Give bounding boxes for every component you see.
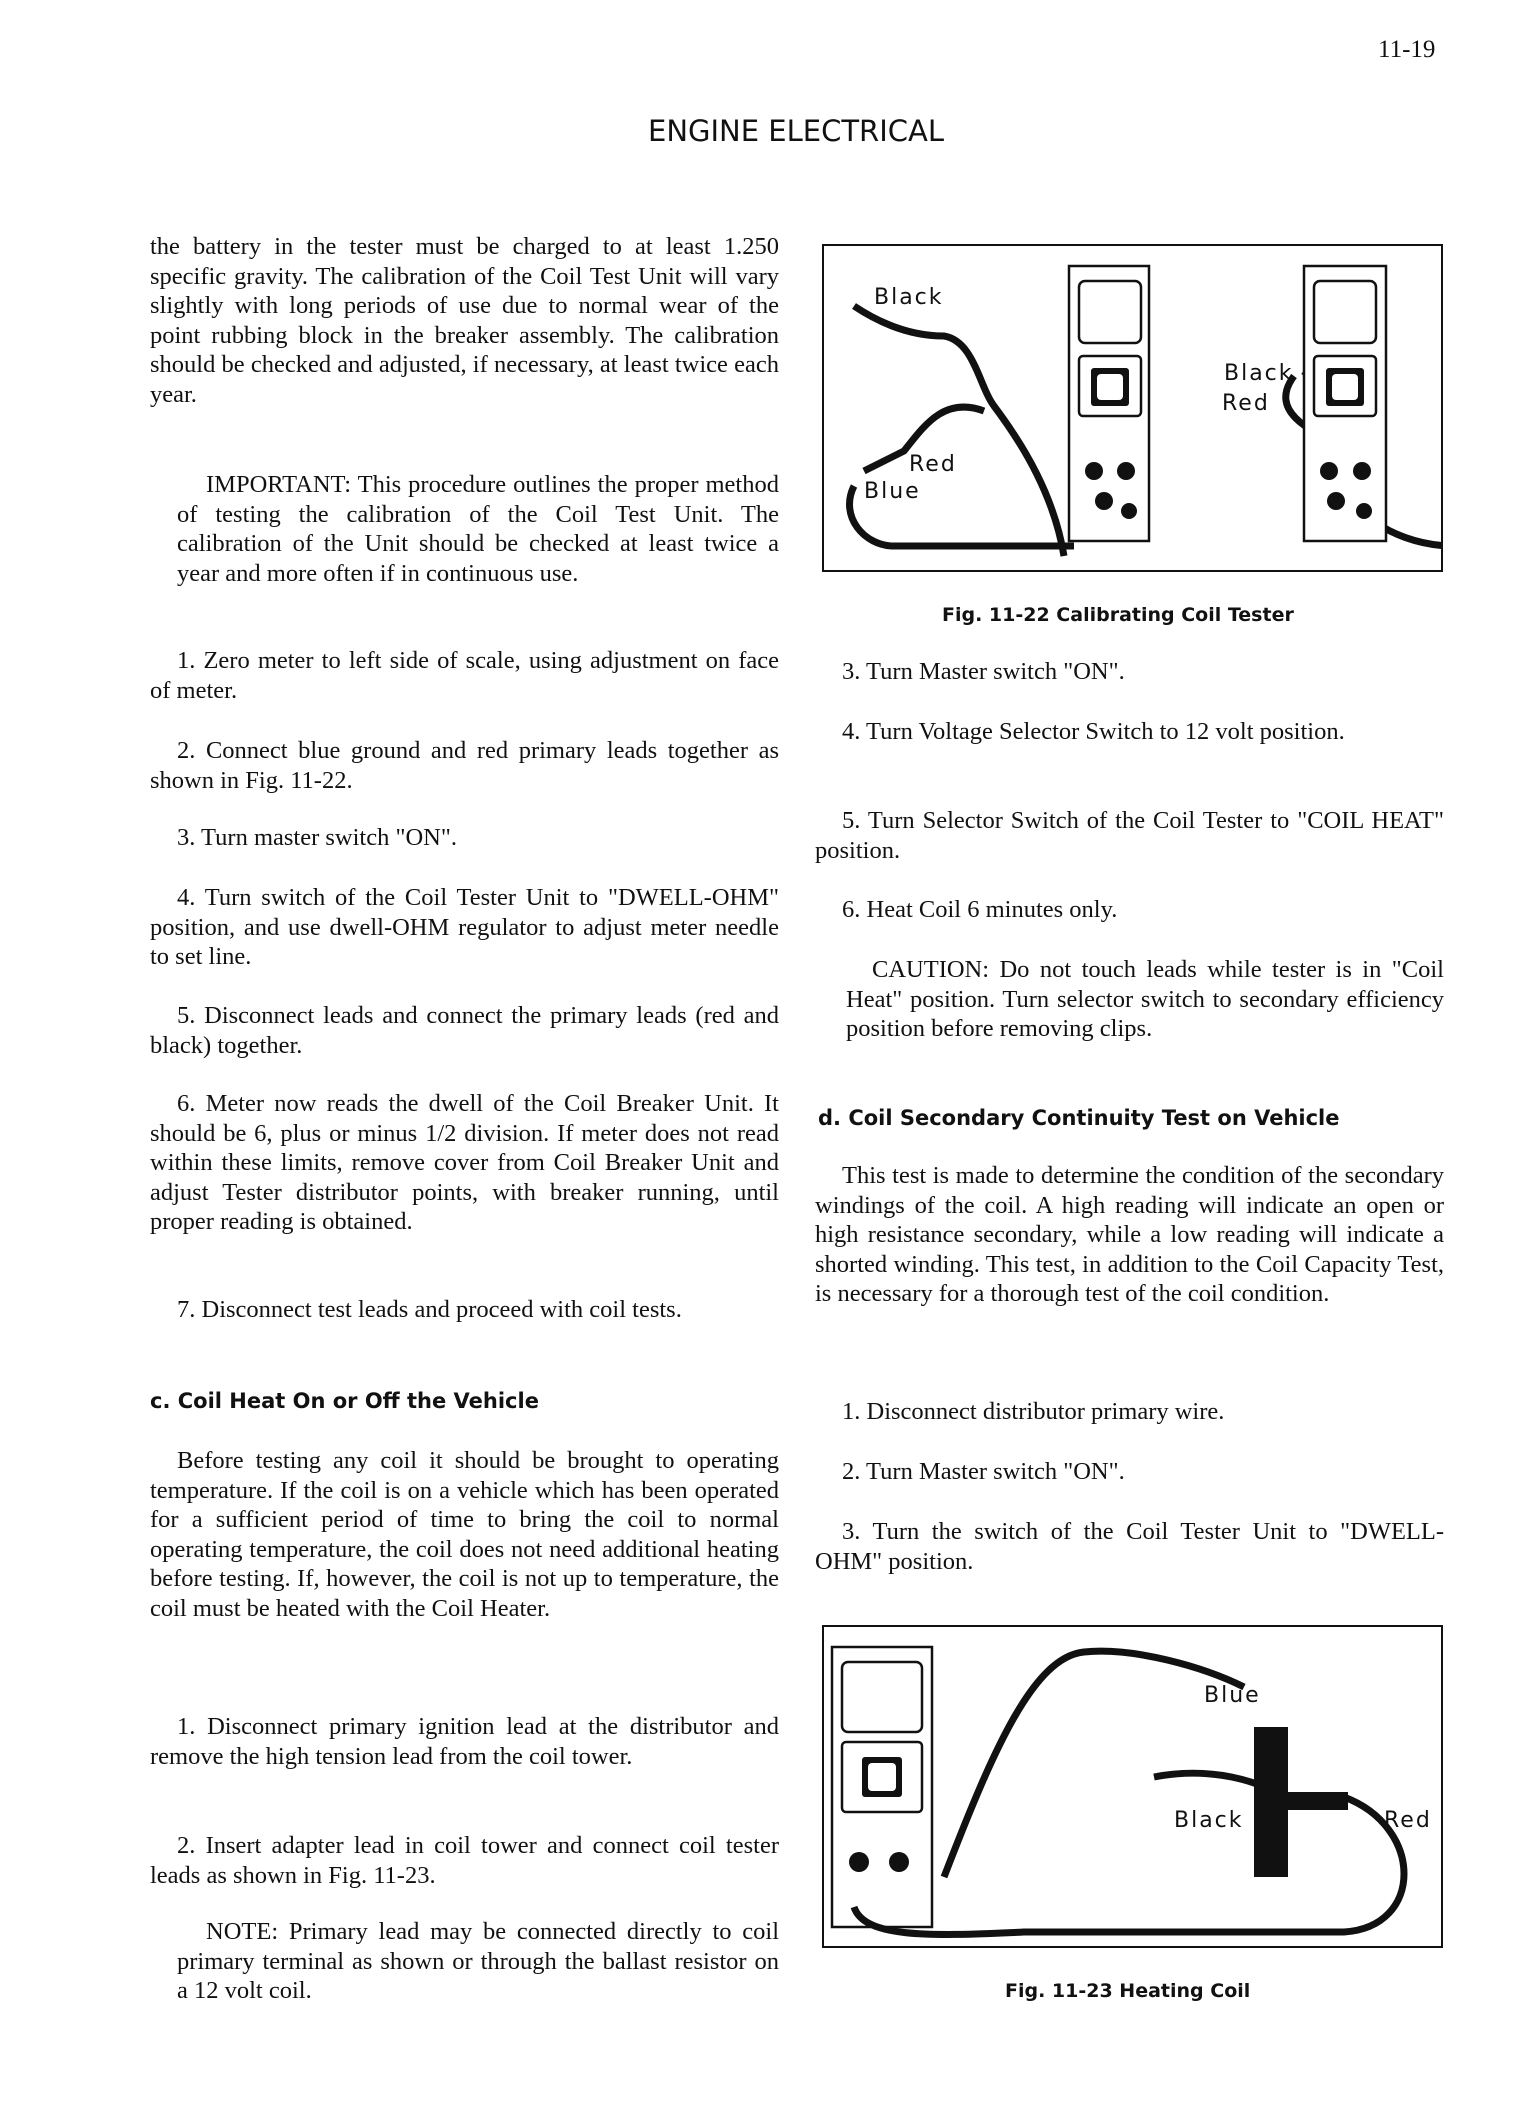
section-c-step-2: 2. Insert adapter lead in coil tower and connect coil tester leads as shown in Fig. 11-23. bbox=[150, 1832, 779, 1889]
section-d-step-2: 2. Turn Master switch "ON". bbox=[842, 1458, 1125, 1485]
step-4: 4. Turn switch of the Coil Tester Unit to "DWELL-OHM" position, and use dwell-OHM regulator to adjust meter needle to set line. bbox=[150, 884, 779, 971]
label-red: Red bbox=[1384, 1808, 1432, 1833]
section-d-intro: This test is made to determine the condition of the secondary windings of the coil. A high reading will indicate an open or high resistance secondary, while a low reading will indicate a shorted winding. This test, in addition to the Coil Capacity Test, is necessary for a thorough test of the coil condition. bbox=[815, 1162, 1444, 1308]
section-d-step-1: 1. Disconnect distributor primary wire. bbox=[842, 1398, 1225, 1425]
step-1: 1. Zero meter to left side of scale, using adjustment on face of meter. bbox=[150, 647, 779, 704]
important-note: IMPORTANT: This procedure outlines the proper method of testing the calibration of the Coil Test Unit. The calibration of the Unit should be checked at least twice a year and more often if in continuous use. bbox=[177, 471, 779, 587]
step-2: 2. Connect blue ground and red primary leads together as shown in Fig. 11-22. bbox=[150, 737, 779, 794]
label-blue: Blue bbox=[1204, 1683, 1261, 1708]
label-red-2: Red bbox=[1222, 391, 1270, 416]
step-5: 5. Disconnect leads and connect the primary leads (red and black) together. bbox=[150, 1002, 779, 1059]
step-6: 6. Meter now reads the dwell of the Coil Breaker Unit. It should be 6, plus or minus 1/2 division. If meter does not read within these limits, remove cover from Coil Breaker Unit and adjust Tester distributor points, with breaker running, until proper reading is obtained. bbox=[150, 1090, 779, 1236]
label-black-1: Black bbox=[874, 285, 944, 310]
page-title: ENGINE ELECTRICAL bbox=[648, 114, 944, 148]
intro-paragraph: the battery in the tester must be charged to at least 1.250 specific gravity. The calibration of the Coil Test Unit will vary slightly with long periods of use due to normal wear of the point rubbing block in the breaker assembly. The calibration should be checked and adjusted, if necessary, at least twice each year. bbox=[150, 233, 779, 408]
figure-11-23 bbox=[822, 1625, 1443, 1948]
step-3: 3. Turn master switch "ON". bbox=[177, 824, 457, 851]
figure-11-22 bbox=[822, 244, 1443, 572]
heating-coil-illustration bbox=[824, 1627, 1441, 1946]
figure-11-23-caption: Fig. 11-23 Heating Coil bbox=[1005, 1980, 1251, 2002]
caution-note: CAUTION: Do not touch leads while tester is in "Coil Heat" position. Turn selector switch to secondary efficiency position before removing clips. bbox=[846, 956, 1444, 1043]
label-black-2: Black bbox=[1224, 361, 1294, 386]
section-d-heading: d. Coil Secondary Continuity Test on Vehicle bbox=[818, 1106, 1340, 1130]
right-step-3: 3. Turn Master switch "ON". bbox=[842, 658, 1125, 685]
label-blue-1: Blue bbox=[864, 479, 921, 504]
section-c-heading: c. Coil Heat On or Off the Vehicle bbox=[150, 1389, 539, 1413]
label-red-1: Red bbox=[909, 452, 957, 477]
figure-11-22-caption: Fig. 11-22 Calibrating Coil Tester bbox=[942, 604, 1294, 626]
page-number: 11-19 bbox=[1378, 36, 1436, 63]
section-c-step-1: 1. Disconnect primary ignition lead at the distributor and remove the high tension lead from the coil tower. bbox=[150, 1713, 779, 1770]
label-black: Black bbox=[1174, 1808, 1244, 1833]
section-c-intro: Before testing any coil it should be brought to operating temperature. If the coil is on a vehicle which has been operated for a sufficient period of time to bring the coil to normal operating temperature, the coil does not need additional heating before testing. If, however, the coil is not up to temperature, the coil must be heated with the Coil Heater. bbox=[150, 1447, 779, 1622]
calibrating-coil-tester-illustration bbox=[824, 246, 1441, 570]
right-step-5: 5. Turn Selector Switch of the Coil Tester to "COIL HEAT" position. bbox=[815, 807, 1444, 864]
note: NOTE: Primary lead may be connected directly to coil primary terminal as shown or through the ballast resistor on a 12 volt coil. bbox=[177, 1918, 779, 2005]
right-step-4: 4. Turn Voltage Selector Switch to 12 volt position. bbox=[842, 718, 1345, 745]
section-d-step-3: 3. Turn the switch of the Coil Tester Unit to "DWELL-OHM" position. bbox=[815, 1518, 1444, 1575]
right-step-6: 6. Heat Coil 6 minutes only. bbox=[842, 896, 1118, 923]
step-7: 7. Disconnect test leads and proceed with coil tests. bbox=[177, 1296, 682, 1323]
